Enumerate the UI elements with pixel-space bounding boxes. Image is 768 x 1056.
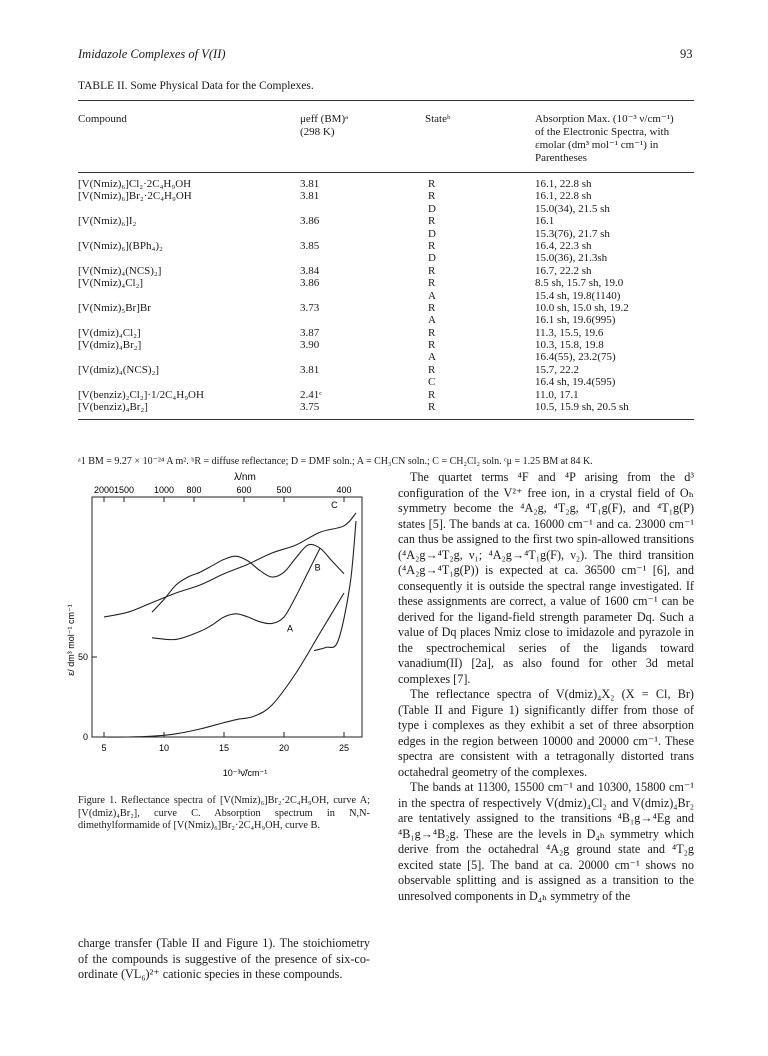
table-cell-abs: 15.4 sh, 19.8(1140) [535,289,621,302]
table-cell-state: R [428,264,436,277]
x-tick-label: 10 [158,743,170,753]
table-cell-state: D [428,227,436,240]
table-cell-state: R [428,178,436,190]
table-cell-mu: 3.75 [300,401,320,414]
top-tick-label: 2000 [93,485,115,495]
table-cell-abs: 8.5 sh, 15.7 sh, 19.0 [535,277,624,290]
top-tick-label: 800 [186,485,202,495]
table-cell-compound: [V(benziz)₄Br₂] [78,401,148,414]
x-tick-label: 15 [218,743,230,753]
column-absorption [535,178,629,413]
table-cell-mu: 2.41ᶜ [300,388,323,401]
col-header-mu [300,113,348,139]
spectrum-curve-extra-4 [314,521,356,651]
table-cell-state: D [428,252,436,265]
table-cell-compound [78,314,204,326]
right-column-text [398,470,694,904]
table-cell-abs: 16.4, 22.3 sh [535,239,592,252]
col-header-abs-line3: εmolar (dm³ mol⁻¹ cm⁻¹) in [535,139,659,151]
top-tick-label: 1000 [153,485,175,495]
curve-labels [287,500,338,633]
x-tick-label: 20 [278,743,290,753]
top-tick-label: 600 [236,485,252,495]
table-cell-abs: 15.7, 22.2 [535,363,579,376]
wavelength-axis-label: λ/nm [234,472,256,483]
table-cell-state: R [428,326,436,339]
table-cell-mu: 3.87 [300,326,320,339]
table-cell-state: R [428,388,436,401]
table-cell-abs: 10.3, 15.8, 19.8 [535,339,604,352]
table-cell-abs: 16.1, 22.8 sh [535,190,592,203]
table-cell-mu [300,203,322,215]
table-cell-mu [300,290,322,302]
y-axis-label: ε/ dm³ mol⁻¹ cm⁻¹ [66,604,76,676]
table-cell-compound [78,376,204,388]
left-column-text [78,936,370,983]
table-cell-mu [300,252,322,264]
paragraph-2: The reflectance spectra of V(dmiz)₄X₂ (X = Cl, Br) (Table II and Figure 1) significantly differ from those of type i complexes as they exhibit a set of three absorption edges in the region between 10000 and 20000 cm⁻¹. These spectra are consistent with a tetragonally distorted trans octahedral geometry of the complexes. [398,687,694,779]
table-cell-compound: [V(dmiz)₄(NCS)₂] [78,363,159,376]
table-caption: TABLE II. Some Physical Data for the Complexes. [78,80,314,92]
table-cell-abs: 15.0(36), 21.3sh [535,252,608,265]
table-cell-compound: [V(dmiz)₄Cl₂] [78,326,141,339]
col-header-mu-line2: (298 K) [300,126,335,138]
table-cell-mu [300,376,322,388]
table-cell-state: R [428,239,436,252]
table-cell-mu: 3.90 [300,339,320,352]
column-mu [300,178,322,413]
table-cell-abs: 11.3, 15.5, 19.6 [535,326,604,339]
table-cell-compound [78,252,204,264]
table-cell-abs: 16.4 sh, 19.4(595) [535,376,616,389]
y-tick-label: 0 [82,732,88,742]
curve-label-C: C [331,500,338,511]
col-header-abs-line4: Parentheses [535,152,587,164]
table-cell-state: R [428,363,436,376]
table-cell-mu: 3.85 [300,239,320,252]
table-cell-mu [300,228,322,240]
table-cell-state: D [428,202,436,215]
spectrum-curve-B [152,548,320,639]
table-cell-mu: 3.81 [300,363,320,376]
col-header-abs-line2: of the Electronic Spectra, with [535,126,670,138]
table-cell-abs: 16.4(55), 23.2(75) [535,351,616,364]
table-cell-mu: 3.81 [300,190,320,203]
table-cell-compound: [V(Nmiz)₄Cl₂] [78,277,144,290]
spectrum-curve-C [152,544,344,612]
curve-label-B: B [314,562,321,573]
table-bottom-rule [78,419,694,420]
table-cell-abs: 10.5, 15.9 sh, 20.5 sh [535,401,629,414]
table-cell-state: C [428,376,436,389]
table-cell-state: A [428,351,436,364]
table-cell-mu: 3.73 [300,301,320,314]
table-top-rule [78,100,694,101]
left-paragraph: charge transfer (Table II and Figure 1). The stoichiometry of the compounds is suggestive of the presence of six-co-ordinate (VL₆)²⁺ cationic species in these compounds. [78,936,370,981]
bottom-axis-ticks [101,732,349,753]
table-cell-compound: [V(Nmiz)₄(NCS)₂] [78,264,162,277]
table-cell-compound: [V(benziz)₂Cl₂]·1/2C₄H₉OH [78,388,204,401]
y-axis-ticks [78,652,97,742]
table-cell-compound: [V(Nmiz)₆]Cl₂·2C₄H₉OH [78,178,192,190]
column-state [428,178,436,413]
plot-frame [92,497,362,737]
table-cell-state: R [428,401,436,414]
table-cell-compound [78,290,204,302]
col-header-absorption [535,113,674,165]
table-cell-mu [300,314,322,326]
table-cell-abs: 11.0, 17.1 [535,388,579,401]
table-cell-compound [78,228,204,240]
table-footnote: ᵃ1 BM = 9.27 × 10⁻²⁴ A m². ᵇR = diffuse reflectance; D = DMF soln.; A = CH₃CN soln.; C = CH₂Cl₂ soln. ᶜμ = 1.25 BM at 84 K. [78,456,593,467]
spectra-curves [104,513,356,737]
table-cell-state: A [428,314,436,327]
x-tick-label: 25 [338,743,350,753]
paragraph-3: The bands at 11300, 15500 cm⁻¹ and 10300, 15800 cm⁻¹ in the spectra of respectively V(dmiz)₄Cl₂ and V(dmiz)₄Br₂ are tentatively assigned to the transitions ⁴B₁g→⁴Eg and ⁴B₁g→⁴B₂g. These are the levels in D₄ₕ symmetry which derive from the octahedral ⁴A₂g ground state and ⁴T₂g excited state [5]. The band at ca. 20000 cm⁻¹ shows no observable splitting and is assigned as a transition to the unresolved components in D₄ₕ symmetry of the [398,780,694,903]
spectra-figure [60,470,370,788]
page-number: 93 [680,47,693,61]
spectrum-curve-A [104,593,344,737]
table-cell-mu [300,351,322,363]
table-cell-abs: 16.1 sh, 19.6(995) [535,314,616,327]
table-cell-state: R [428,301,436,314]
table-cell-state: R [428,277,436,290]
x-tick-label: 5 [101,743,107,753]
table-header-rule [78,172,694,173]
table-cell-abs: 15.3(76), 21.7 sh [535,227,610,240]
table-cell-mu: 3.84 [300,264,320,277]
table-cell-compound: [V(Nmiz)₅Br]Br [78,301,151,314]
table-cell-compound: [V(Nmiz)₆]Br₂·2C₄H₉OH [78,190,192,203]
table-cell-mu: 3.86 [300,215,320,228]
table-cell-abs: 16.1 [535,215,555,228]
top-tick-label: 500 [276,485,292,495]
column-compound [78,178,204,413]
table-cell-state: R [428,190,436,203]
table-cell-compound: [V(Nmiz)₆](BPh₄)₂ [78,239,163,252]
x-axis-label: 10⁻³ν̃/cm⁻¹ [222,768,268,778]
top-axis-ticks [94,485,352,502]
table-cell-compound [78,203,204,215]
table-cell-abs: 10.0 sh, 15.0 sh, 19.2 [535,301,629,314]
table-cell-compound [78,351,204,363]
table-cell-compound: [V(Nmiz)₆]I₂ [78,215,137,228]
figure-caption: Figure 1. Reflectance spectra of [V(Nmiz)₆]Br₂·2C₄H₉OH, curve A; [V(dmiz)₄Br₂], curve C. Absorption spectrum in N,N-dimethylformamide of [V(Nmiz)₆]Br₂·2C₄H₉OH, curve B. [78,795,370,832]
col-header-state: Stateᵇ [425,113,451,125]
table-cell-state: R [428,215,436,228]
top-tick-label: 1500 [113,485,135,495]
running-title: Imidazole Complexes of V(II) [78,47,226,61]
table-cell-mu: 3.86 [300,277,320,290]
table-cell-abs: 15.0(34), 21.5 sh [535,202,610,215]
col-header-abs-line1: Absorption Max. (10⁻³ ν/cm⁻¹) [535,113,674,125]
table-cell-mu: 3.81 [300,178,320,190]
col-header-compound: Compound [78,113,127,125]
table-cell-state: R [428,339,436,352]
curve-label-A: A [286,623,294,634]
table-cell-abs: 16.1, 22.8 sh [535,178,592,190]
table-cell-state: A [428,289,436,302]
table-cell-compound: [V(dmiz)₄Br₂] [78,339,142,352]
paragraph-1: The quartet terms ⁴F and ⁴P arising from the d³ configuration of the V²⁺ free ion, in a crystal field of Oₕ symmetry become the ⁴A₂g, ⁴T₂g, ⁴T₁g(F), and ⁴T₁g(P) states [5]. The bands at ca. 16000 cm⁻¹ and ca. 23000 cm⁻¹ can thus be assigned to the first two spin-allowed transitions (⁴A₂g→⁴T₂g, ν₁; ⁴A₂g→⁴T₁g(F), ν₂). The third transition (⁴A₂g→⁴T₁g(P)) is expected at ca. 36500 cm⁻¹ [6], and consequently it is outside the spectral range investigated. If these assignments are correct, a value of 1600 cm⁻¹ can be derived for the ligand-field strength parameter Dq. Such a value of Dq places Nmiz close to imidazole and pyrazole in the spectrochemical series of the ligands toward vanadium(II) [2a], as also found for other 3d metal complexes [7]. [398,470,694,686]
table-cell-abs: 16.7, 22.2 sh [535,264,592,277]
col-header-mu-line1: μeff (BM)ᵃ [300,113,349,125]
top-tick-label: 400 [336,485,352,495]
y-tick-label: 50 [77,652,88,662]
